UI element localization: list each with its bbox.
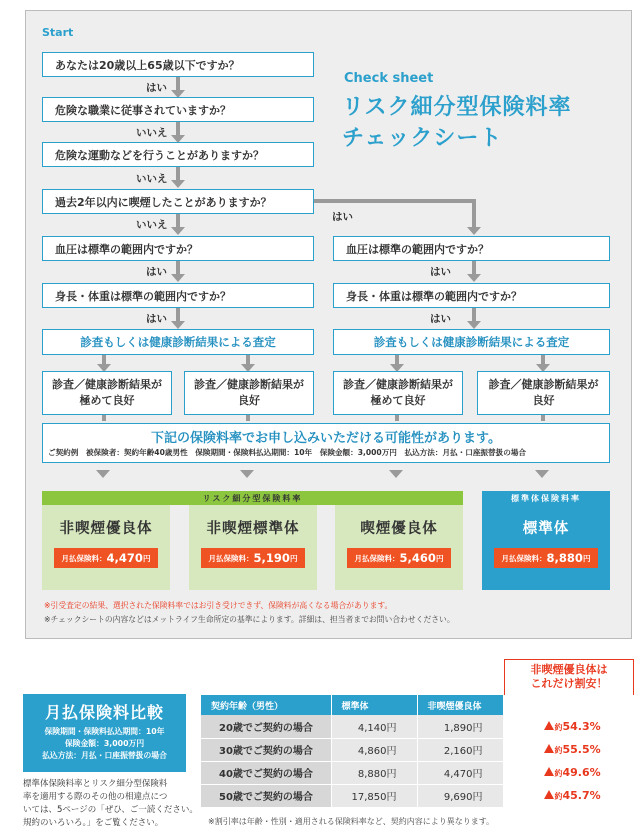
discount-rate: 54.3% (562, 719, 601, 733)
monthly-premium (54, 548, 158, 568)
category-risk-rate: リスク細分型保険料率 (42, 491, 463, 505)
price-value: 8,880 (546, 551, 583, 565)
page-title-line1: リスク細分型保険料率 (342, 95, 572, 120)
result-good (184, 371, 314, 415)
result-line1: 診査／健康診断結果が (343, 378, 453, 392)
standard-premium: 8,880円 (331, 761, 417, 784)
age-cell: 30歳でご契約の場合 (201, 738, 331, 761)
connector (246, 415, 250, 421)
question-blood-pressure: 血圧は標準の範囲内ですか？ (333, 236, 610, 261)
banner-headline: 下記の保険料率でお申し込みいただける可能性があります。 (151, 431, 501, 446)
side-note-line: いては、5ページの「ぜひ、ご一読ください。 (23, 805, 198, 815)
contract-example: ご契約例 被保険者：契約年齢40歳男性 保険期間・保険料払込期間：10年 保険金額：3,000万円 払込方法：月払・口座振替扱の場合 (48, 448, 526, 457)
arrow-down-icon (171, 227, 185, 235)
assessment-box: 診査もしくは健康診断結果による査定 (333, 329, 610, 355)
age-cell: 40歳でご契約の場合 (201, 761, 331, 784)
table-row (201, 761, 637, 784)
premium-comparison-table (201, 695, 638, 808)
side-note-line: 規約のいろいろ。」をご覧ください。 (23, 818, 164, 828)
discount-cell (503, 715, 637, 738)
nonsmoker-premium: 9,690円 (417, 784, 503, 807)
comparison-heading-box (23, 694, 186, 772)
rate-name: 非喫煙標準体 (206, 521, 300, 537)
condition-term: 保険期間・保険料払込期間：10年 (44, 727, 165, 736)
category-standard-rate: 標準体保険料率 (482, 491, 610, 505)
answer-yes: はい (146, 313, 167, 325)
standard-premium: 4,140円 (331, 715, 417, 738)
answer-yes: はい (146, 82, 167, 94)
arrow-down-icon (389, 470, 403, 478)
page-title-line2: チェックシート (342, 126, 503, 151)
connector (176, 308, 180, 322)
arrow-down-icon (535, 470, 549, 478)
discount-cell (503, 761, 637, 784)
condition-amount: 保険金額：3,000万円 (64, 739, 145, 748)
connector (541, 415, 545, 421)
age-cell: 20歳でご契約の場合 (201, 715, 331, 738)
connector (176, 261, 180, 275)
table-header-row (201, 695, 637, 715)
connector (395, 415, 399, 421)
price-value: 5,460 (399, 551, 436, 565)
rate-card (189, 505, 317, 590)
table-row (201, 784, 637, 807)
connector (314, 199, 476, 203)
arrow-down-icon (467, 227, 481, 235)
rate-name: 非喫煙優良体 (59, 521, 153, 537)
eligibility-banner (42, 423, 610, 463)
price-label: 月払保険料： (501, 553, 547, 563)
header-standard: 標準体 (331, 695, 417, 715)
connector (176, 122, 180, 136)
approx-label: 約 (554, 792, 563, 801)
question-blood-pressure: 血圧は標準の範囲内ですか？ (42, 236, 314, 261)
header-nonsmoker: 非喫煙優良体 (417, 695, 503, 715)
question-age: あなたは20歳以上65歳以下ですか？ (42, 52, 314, 77)
answer-no: いいえ (136, 173, 168, 185)
price-value: 5,190 (253, 551, 290, 565)
arrow-down-icon (96, 470, 110, 478)
check-sheet-subtitle: Check sheet (344, 71, 434, 86)
connector (176, 77, 180, 91)
monthly-premium (347, 548, 451, 568)
arrow-down-icon (467, 321, 481, 329)
connector (472, 199, 476, 229)
result-line2: 良好 (532, 394, 555, 407)
arrow-down-icon (171, 274, 185, 282)
nonsmoker-premium: 1,890円 (417, 715, 503, 738)
question-height-weight: 身長・体重は標準の範囲内ですか？ (42, 283, 314, 308)
rate-card (42, 505, 170, 590)
result-line1: 診査／健康診断結果が (52, 378, 162, 392)
arrow-down-icon (171, 180, 185, 188)
price-label: 月払保険料： (208, 553, 254, 563)
result-line2: 極めて良好 (79, 394, 135, 407)
table-row (201, 738, 637, 761)
triangle-down-icon (544, 767, 554, 776)
callout-line1: 非喫煙優良体は (530, 663, 608, 676)
start-label: Start (42, 26, 74, 39)
price-unit: 円 (289, 553, 298, 563)
monthly-premium (494, 548, 598, 568)
question-occupation: 危険な職業に従事されていますか？ (42, 97, 314, 122)
table-row (201, 715, 637, 738)
price-unit: 円 (142, 553, 151, 563)
approx-label: 約 (554, 746, 563, 755)
discount-rate: 45.7% (562, 789, 601, 802)
note-underwriting: ※引受査定の結果、選択された保険料率ではお引き受けできず、保険料が高くなる場合があります。 (44, 601, 393, 610)
connector (102, 415, 106, 421)
side-note-line: 率を適用する際のその他の相違点につ (23, 792, 168, 802)
nonsmoker-premium: 2,160円 (417, 738, 503, 761)
result-line1: 診査／健康診断結果が (488, 378, 599, 392)
header-blank (503, 695, 637, 715)
answer-yes: はい (332, 211, 353, 223)
answer-yes: はい (146, 266, 167, 278)
age-cell: 50歳でご契約の場合 (201, 784, 331, 807)
answer-no: いいえ (136, 219, 168, 231)
question-smoking: 過去2年以内に喫煙したことがありますか？ (42, 189, 314, 214)
answer-yes: はい (430, 266, 451, 278)
arrow-down-icon (171, 321, 185, 329)
price-label: 月払保険料： (61, 553, 107, 563)
assessment-box: 診査もしくは健康診断結果による査定 (42, 329, 314, 355)
rate-name: 喫煙優良体 (360, 521, 438, 537)
triangle-down-icon (544, 744, 554, 753)
discount-rate: 49.6% (562, 766, 601, 779)
result-line2: 良好 (238, 394, 260, 407)
comparison-title: 月払保険料比較 (44, 703, 164, 722)
question-exercise: 危険な運動などを行うことがありますか？ (42, 142, 314, 167)
table-footnote: ※割引率は年齢・性別・適用される保険料率など、契約内容により異なります。 (208, 817, 495, 826)
discount-cell (503, 738, 637, 761)
discount-rate: 55.5% (562, 743, 601, 756)
result-line1: 診査／健康診断結果が (194, 378, 304, 392)
condition-payment: 払込方法：月払・口座振替扱の場合 (42, 751, 167, 760)
standard-premium: 4,860円 (331, 738, 417, 761)
triangle-down-icon (544, 790, 554, 799)
result-line2: 極めて良好 (370, 394, 426, 407)
arrow-down-icon (467, 274, 481, 282)
standard-premium: 17,850円 (331, 784, 417, 807)
price-value: 4,470 (106, 551, 143, 565)
note-criteria: ※チェックシートの内容などはメットライフ生命所定の基準によります。詳細は、担当者までお問い合わせください。 (44, 615, 455, 624)
price-unit: 円 (435, 553, 444, 563)
result-excellent (42, 371, 172, 415)
callout-line2: これだけ割安！ (530, 677, 608, 691)
rate-name: 標準体 (522, 521, 570, 537)
question-height-weight: 身長・体重は標準の範囲内ですか？ (333, 283, 610, 308)
price-label: 月払保険料： (354, 553, 400, 563)
approx-label: 約 (554, 722, 563, 732)
connector (176, 167, 180, 181)
savings-callout (504, 659, 634, 696)
monthly-premium (201, 548, 305, 568)
price-unit: 円 (582, 553, 591, 563)
nonsmoker-premium: 4,470円 (417, 761, 503, 784)
rate-card (482, 505, 610, 590)
rate-card (335, 505, 463, 590)
discount-cell (503, 784, 637, 807)
answer-yes: はい (430, 313, 451, 325)
triangle-down-icon (544, 721, 554, 730)
connector (472, 261, 476, 275)
approx-label: 約 (554, 769, 563, 778)
arrow-down-icon (240, 470, 254, 478)
answer-no: いいえ (136, 127, 168, 139)
result-excellent (333, 371, 463, 415)
connector (176, 214, 180, 228)
connector (472, 308, 476, 322)
side-note-line: 標準体保険料率とリスク細分型保険料 (23, 779, 168, 789)
header-age: 契約年齢（男性） (201, 695, 331, 715)
result-good (477, 371, 610, 415)
